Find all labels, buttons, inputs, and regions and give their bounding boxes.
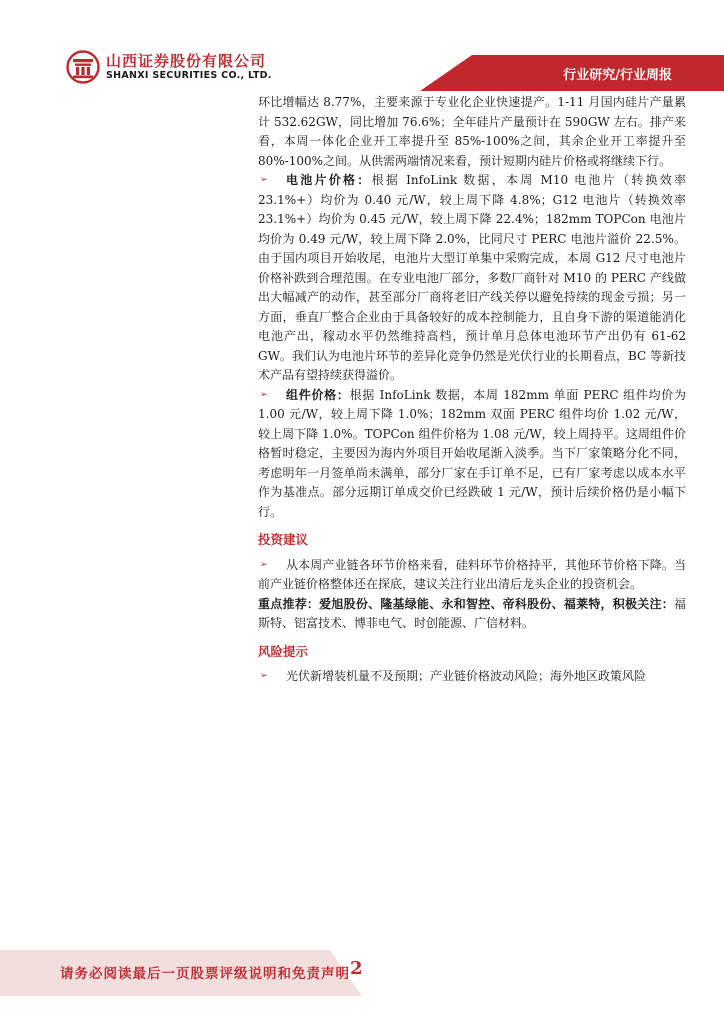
report-body bbox=[258, 93, 686, 687]
bullet-arrow-icon: ➢ bbox=[260, 389, 268, 400]
invest-section-title: 投资建议 bbox=[258, 532, 309, 547]
invest-item bbox=[258, 556, 686, 595]
invest-text: 从本周产业链各环节价格来看，硅料环节价格持平，其他环节价格下降。当前产业链价格整体还在探底，建议关注行业出清后龙头企业的投资机会。 bbox=[258, 557, 686, 591]
cell-price-item bbox=[258, 171, 686, 386]
recommendation-label: 重点推荐： bbox=[258, 596, 320, 611]
company-name-cn: 山西证券股份有限公司 bbox=[106, 52, 267, 70]
recommendation-names: 爱旭股份、隆基绿能、永和智控、帝科股份、福莱特，积极关注： bbox=[319, 596, 674, 611]
page-number: 2 bbox=[350, 958, 363, 979]
bullet-arrow-icon: ➢ bbox=[260, 671, 268, 681]
bullet-arrow-icon: ➢ bbox=[260, 175, 268, 185]
recommendation-more: 福斯特、铝富技术、博菲电气、时创能源、广信材料。 bbox=[258, 596, 686, 630]
continued-paragraph: 环比增幅达 8.77%，主要来源于专业化企业快速提产。1-11 月国内硅片产量累计 532.62GW，同比增加 76.6%；全年硅片产量预计在 590GW 左右。排产来看，本周一体化企业开工率提升至 85%-100%之间，其余企业开工率提升至 80%-100%之间。从供需两端情况来看，预计短期内硅片价格或将继续下行。 bbox=[258, 95, 686, 168]
risk-text: 光伏新增装机量不及预期；产业链价格波动风险；海外地区政策风险 bbox=[286, 669, 647, 683]
cell-price-text: 根据 InfoLink 数据，本周 M10 电池片（转换效率 23.1%+）均价为 0.40 元/W，较上周下降 4.8%；G12 电池片（转换效率 23.1%+）均价为 0.45 元/W，较上周下降 22.4%；182mm TOPCon 电池片均价为 0.49 元/W，较上周下降 2.0%，比同尺寸 PERC 电池片溢价 22.5%。由于国内项目开始收尾，电池片大型订单集中采购完成，本周 G12 尺寸电池片价格补跌到合理范围。在专业电池厂部分，多数厂商针对 M10 的 PERC 产线做出大幅减产的动作，甚至部分厂商将老旧产线关停以避免持续的现金亏损；另一方面，垂直厂整合企业由于具备较好的成本控制能力，且自身下游的渠道能消化电池产出，稼动水平仍然维持高档，预计单月总体电池环节产出仍有 61-62 GW。我们认为电池片环节的差异化竞争仍然是光伏行业的长期看点，BC 等新技术产品有望持续获得溢价。 bbox=[258, 173, 686, 382]
bullet-arrow-icon: ➢ bbox=[260, 559, 268, 570]
company-name-en: SHANXI SECURITIES CO., LTD. bbox=[106, 70, 272, 81]
recommendation bbox=[258, 595, 686, 634]
page-header bbox=[0, 0, 724, 96]
cell-price-label: 电池片价格： bbox=[286, 173, 372, 187]
module-price-text: 根据 InfoLink 数据，本周 182mm 单面 PERC 组件均价为 1.00 元/W，较上周下降 1.0%；182mm 双面 PERC 组件均价 1.02 元/W，较上周下降 1.0%。TOPCon 组件价格为 1.08 元/W，较上周持平。这周组件价格暂时稳定，主要因为海内外项目开始收尾渐入淡季。当下厂家策略分化不同，考虑明年一月签单尚未满单，部分厂家在手订单不足，已有厂家考虑以成本水平作为基准点。部分远期订单成交价已经跌破 1 元/W，预计后续价格仍是小幅下行。 bbox=[258, 387, 686, 519]
logo-emblem-icon bbox=[66, 50, 100, 84]
module-price-item bbox=[258, 386, 686, 523]
report-category: 行业研究/行业周报 bbox=[563, 68, 672, 83]
company-logo bbox=[66, 50, 100, 84]
footer-disclaimer: 请务必阅读最后一页股票评级说明和免责声明 bbox=[60, 966, 350, 982]
risk-section-title: 风险提示 bbox=[258, 643, 309, 659]
risk-item bbox=[258, 667, 686, 687]
module-price-label: 组件价格： bbox=[286, 387, 350, 402]
